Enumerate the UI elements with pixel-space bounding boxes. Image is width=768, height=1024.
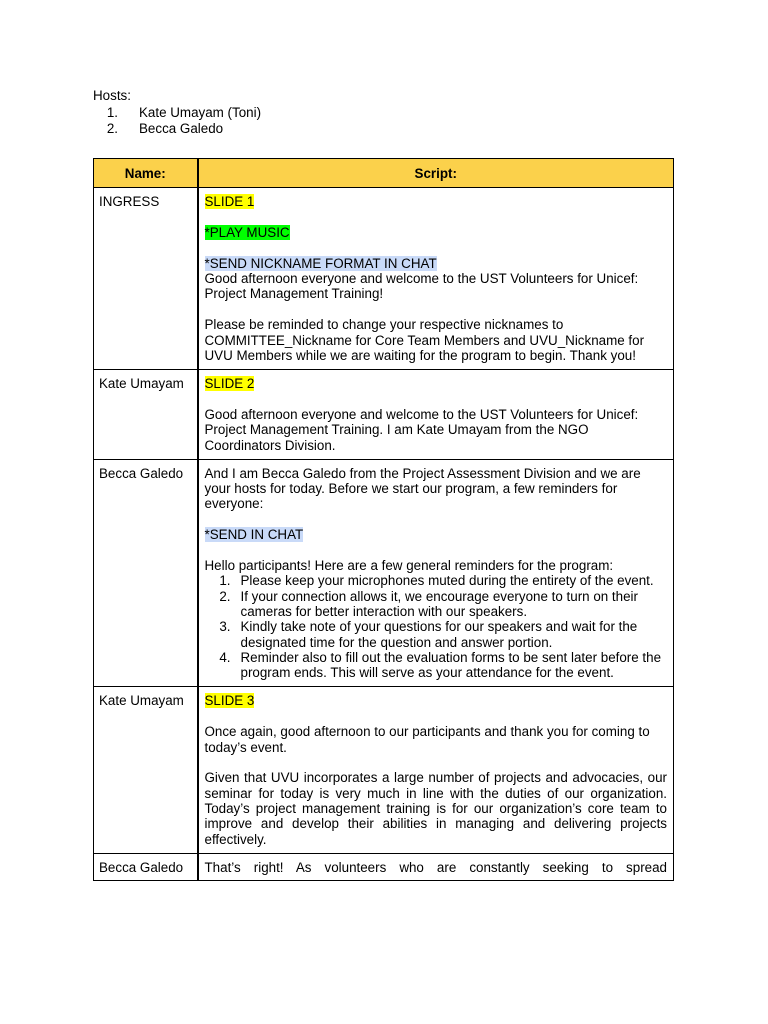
script-paragraph: Once again, good afternoon to our participants and thank you for coming to today’s event. [204,724,650,755]
slide-cue: SLIDE 1 [204,194,255,210]
list-item [205,573,668,588]
script-paragraph: And I am Becca Galedo from the Project Assessment Division and we are your hosts for today. Before we start our program, a few reminders for everyone: [204,465,641,512]
header-script: Script: [198,159,674,188]
list-item-text: Please keep your microphones muted during the entirety of the event. [240,573,654,589]
script-paragraph: Please be reminded to change your respective nicknames to COMMITTEE_Nickname for Core Team Members and UVU_Nickname for UVU Members while we are waiting for the program to begin. Thank you! [204,317,645,363]
row-script [198,687,674,853]
table-row [94,459,674,687]
table-row [94,370,674,460]
script-paragraph: Good afternoon everyone and welcome to the UST Volunteers for Unicef: Project Management Training! [204,271,639,302]
host-item-text: Becca Galedo [139,120,224,136]
script-paragraph: Given that UVU incorporates a large number of projects and advocacies, our seminar for today is very much in line with the duties of our organization. Today’s project management training is for our organization’s core team to improve and develop their abilities in managing and delivering projects effectively. [204,770,667,847]
table-row [94,853,674,880]
script-table [93,158,674,881]
header-name: Name: [94,159,198,188]
row-name: Becca Galedo [94,853,198,880]
host-item-number: 1. [106,105,118,121]
script-paragraph: Good afternoon everyone and welcome to the UST Volunteers for Unicef: Project Management Training. I am Kate Umayam from the NGO Coordinators Division. [204,406,639,453]
row-script [198,459,674,687]
list-item-text: Reminder also to fill out the evaluation forms to be sent later before the program ends. This will serve as your attendance for the event. [240,649,662,681]
list-item-text: If your connection allows it, we encourage everyone to turn on their cameras for better interaction with our speakers. [240,588,638,619]
row-script [198,188,674,370]
script-paragraph: Hello participants! Here are a few general reminders for the program: [204,558,614,574]
row-name: INGRESS [94,188,198,370]
row-script [198,370,674,460]
row-name: Becca Galedo [94,459,198,687]
host-item-number: 2. [106,120,118,136]
chat-cue: *SEND NICKNAME FORMAT IN CHAT [204,255,437,271]
slide-cue: SLIDE 2 [204,376,255,392]
table-header-row [94,159,674,188]
chat-cue: *SEND IN CHAT [204,527,304,543]
list-item [205,650,668,681]
list-item-number: 1. [219,573,231,589]
row-script [198,853,674,880]
hosts-list [93,105,261,136]
table-row [94,188,674,370]
hosts-label: Hosts: [93,88,131,103]
list-item-text: Kindly take note of your questions for our speakers and wait for the designated time for the question and answer portion. [240,619,638,650]
list-item [205,619,668,650]
row-name: Kate Umayam [94,370,198,460]
list-item-number: 3. [219,619,231,635]
slide-cue: SLIDE 3 [204,693,255,709]
script-paragraph: That’s right! As volunteers who are constantly seeking to spread [204,859,667,875]
host-item-text: Kate Umayam (Toni) [139,105,262,121]
music-cue: *PLAY MUSIC [204,225,290,241]
host-item [93,121,261,136]
hosts-section [93,88,261,136]
table-row [94,687,674,853]
list-item-number: 2. [219,588,231,604]
host-item [93,105,261,120]
row-name: Kate Umayam [94,687,198,853]
list-item [205,589,668,620]
list-item-number: 4. [219,649,231,665]
reminders-list [205,573,668,680]
